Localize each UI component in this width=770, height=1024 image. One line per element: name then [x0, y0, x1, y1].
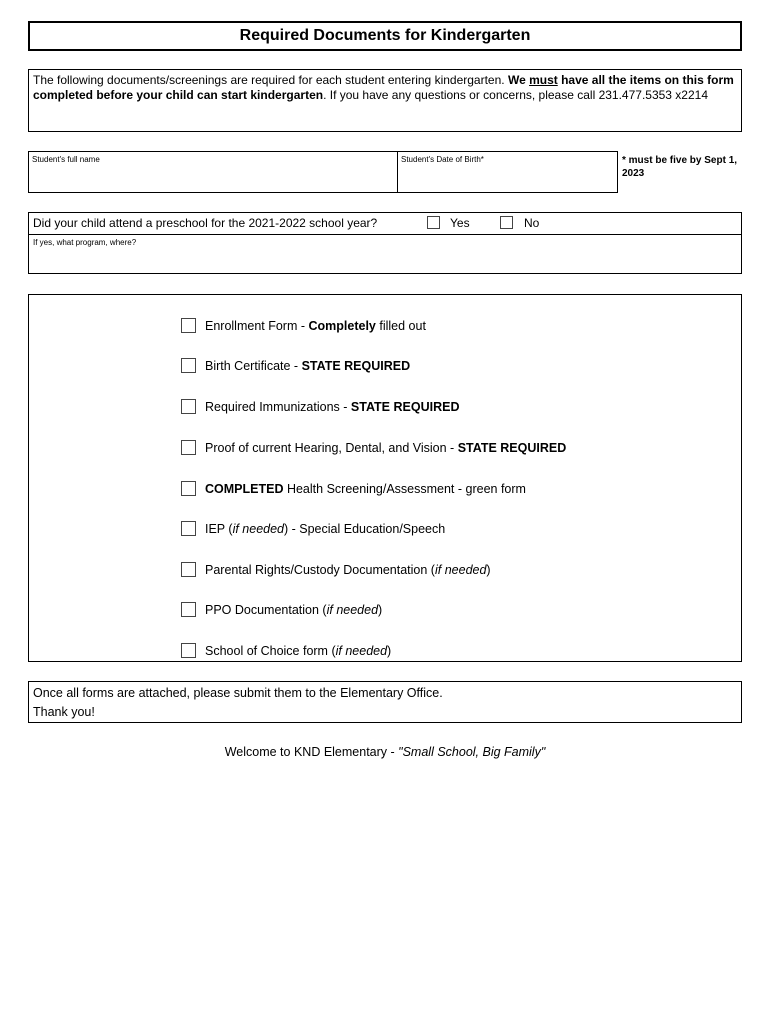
- item-italic: if needed: [434, 563, 487, 577]
- intro-paragraph: [28, 69, 742, 132]
- item-text: Required Immunizations -: [205, 400, 351, 414]
- preschool-divider: [29, 234, 741, 235]
- thank-you-line: Thank you!: [33, 705, 95, 719]
- item-text: School of Choice form (: [205, 644, 336, 658]
- field-divider: [397, 152, 398, 192]
- school-of-choice-checkbox[interactable]: [181, 643, 196, 658]
- no-label: No: [524, 216, 540, 230]
- item-emphasis: STATE REQUIRED: [457, 441, 567, 455]
- preschool-program-field[interactable]: [30, 249, 740, 273]
- item-text: Birth Certificate -: [205, 359, 302, 373]
- item-text: Enrollment Form -: [205, 319, 309, 333]
- item-text: Parental Rights/Custody Documentation (: [205, 563, 435, 577]
- item-text: ): [486, 563, 491, 577]
- no-checkbox[interactable]: [500, 216, 513, 229]
- enrollment-checkbox[interactable]: [181, 318, 196, 333]
- intro-text-after: . If you have any questions or concerns, please call 231.477.5353 x2214: [323, 88, 709, 102]
- preschool-question: Did your child attend a preschool for the 2021-2022 school year?: [33, 216, 378, 230]
- yes-label: Yes: [450, 216, 470, 230]
- page-title: Required Documents for Kindergarten: [28, 21, 742, 51]
- birth-certificate-checkbox[interactable]: [181, 358, 196, 373]
- intro-bold-1: We: [507, 73, 530, 87]
- preschool-section: [28, 212, 742, 274]
- item-text: IEP (: [205, 522, 233, 536]
- student-info-fields: [28, 151, 618, 193]
- yes-checkbox[interactable]: [427, 216, 440, 229]
- item-emphasis: STATE REQUIRED: [350, 400, 460, 414]
- health-screening-checkbox[interactable]: [181, 481, 196, 496]
- immunizations-checkbox[interactable]: [181, 399, 196, 414]
- item-text: PPO Documentation (: [205, 603, 327, 617]
- dob-note: * must be five by Sept 1, 2023: [622, 155, 738, 179]
- item-emphasis: COMPLETED: [205, 482, 284, 496]
- item-text: Proof of current Hearing, Dental, and Vision -: [205, 441, 458, 455]
- item-italic: if needed: [326, 603, 379, 617]
- item-text: filled out: [375, 319, 426, 333]
- hearing-dental-vision-checkbox[interactable]: [181, 440, 196, 455]
- ppo-checkbox[interactable]: [181, 602, 196, 617]
- preschool-followup-label: If yes, what program, where?: [33, 238, 137, 247]
- item-emphasis: Completely: [308, 319, 376, 333]
- item-text: ): [378, 603, 383, 617]
- student-name-label: Student's full name: [32, 155, 100, 164]
- item-italic: if needed: [232, 522, 284, 536]
- student-dob-label: Student's Date of Birth*: [401, 155, 484, 164]
- submit-line: Once all forms are attached, please submit them to the Elementary Office.: [33, 686, 443, 700]
- intro-bold-2: have all the items on this form completed before your child can start kindergarten: [33, 73, 734, 102]
- iep-checkbox[interactable]: [181, 521, 196, 536]
- intro-must: must: [529, 73, 558, 87]
- item-emphasis: STATE REQUIRED: [301, 359, 411, 373]
- submit-instructions: [28, 681, 742, 723]
- intro-text-before: The following documents/screenings are required for each student entering kindergarten.: [33, 73, 508, 87]
- school-motto: "Small School, Big Family": [398, 745, 546, 759]
- parental-rights-checkbox[interactable]: [181, 562, 196, 577]
- item-italic: if needed: [335, 644, 388, 658]
- document-checklist: [28, 294, 742, 662]
- item-text: ) - Special Education/Speech: [284, 522, 446, 536]
- item-text: Health Screening/Assessment - green form: [283, 482, 526, 496]
- welcome-text: Welcome to KND Elementary -: [224, 745, 399, 759]
- student-dob-field[interactable]: [399, 166, 616, 191]
- item-text: ): [387, 644, 392, 658]
- welcome-line: [0, 744, 770, 760]
- student-name-field[interactable]: [30, 166, 395, 191]
